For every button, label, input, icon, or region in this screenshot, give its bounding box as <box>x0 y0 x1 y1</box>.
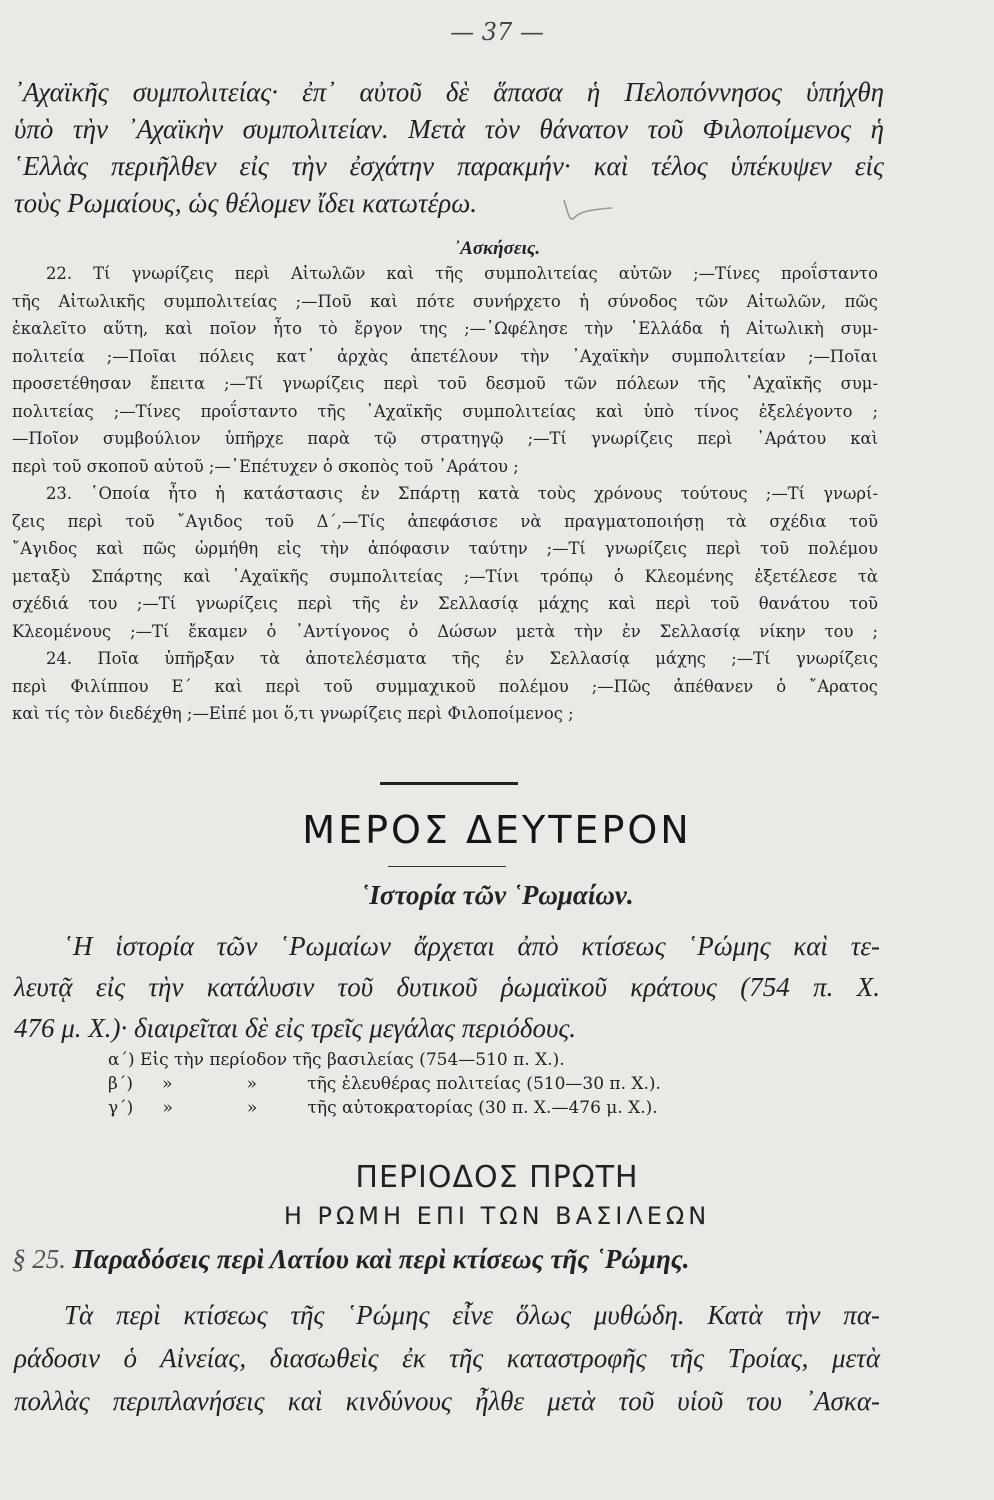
text-line: περὶ τοῦ σκοποῦ αὐτοῦ ;—᾿Επέτυχεν ὁ σκοπὸς τοῦ ᾿Αράτου ; <box>12 456 519 476</box>
ditto-mark: » <box>246 1098 258 1118</box>
intro-paragraph <box>14 74 884 222</box>
text-line: σχέδιά του ;—Τί γνωρίζεις περὶ τῆς ἐν Σελλασίᾳ μάχης καὶ περὶ τοῦ θανάτου τοῦ <box>12 594 878 613</box>
list-text: τῆς αὐτοκρατορίας (30 π. Χ.—476 μ. Χ.). <box>307 1098 658 1118</box>
section-title: Παραδόσεις περὶ Λατίου καὶ περὶ κτίσεως τῆς ῾Ρώμης. <box>72 1244 690 1274</box>
text-line: ῎Αγιδος καὶ πῶς ὡρμήθη εἰς τὴν ἀπόφασιν ταύτην ;—Τί γνωρίζεις περὶ τοῦ πολέμου <box>12 539 878 558</box>
list-text: τῆς ἐλευθέρας πολιτείας (510—30 π. Χ.). <box>307 1074 661 1094</box>
text-line: ᾿Αχαϊκῆς συμπολιτείας· ἐπ᾿ αὐτοῦ δὲ ἅπασα ἡ Πελοπόννησος ὑπήχθη <box>14 77 884 107</box>
text-line: 22. Τί γνωρίζεις περὶ Αἰτωλῶν καὶ τῆς συμπολιτείας αὐτῶν ;—Τίνες προΐσταντο <box>46 264 878 283</box>
divider <box>388 866 506 867</box>
text-line: πολιτείας ;—Τίνες προΐσταντο τῆς ᾿Αχαϊκῆς συμπολιτείας καὶ ὑπὸ τίνος ἐξελέγοντο ; <box>12 401 878 421</box>
part-intro-paragraph <box>14 926 880 1049</box>
text-line: περὶ Φιλίππου Ε΄ καὶ περὶ τοῦ συμμαχικοῦ πολέμου ;—Πῶς ἀπέθανεν ὁ ῎Αρατος <box>12 676 878 696</box>
text-line: 23. ῾Οποία ἦτο ἡ κατάστασις ἐν Σπάρτῃ κατὰ τοὺς χρόνους τούτους ;—Τί γνωρί- <box>46 484 878 503</box>
text-line: πολλὰς περιπλανήσεις καὶ κινδύνους ἦλθε μετὰ τοῦ υἱοῦ του ᾿Ασκα- <box>14 1386 880 1416</box>
section-heading <box>12 1244 892 1275</box>
text-line: ἐκαλεῖτο αὕτη, καὶ ποῖον ἦτο τὸ ἔργον της ;—᾿Ωφέλησε τὴν ῾Ελλάδα ἡ Αἰτωλικὴ συμ- <box>12 319 878 338</box>
text-line: 476 μ. Χ.)· διαιρεῖται δὲ εἰς τρεῖς μεγάλας περιόδους. <box>14 1013 577 1043</box>
part-title: ΜΕΡΟΣ ΔΕΥΤΕΡΟΝ <box>302 808 692 852</box>
text-line: τῆς Αἰτωλικῆς συμπολιτείας ;—Ποῦ καὶ πότε συνήρχετο ἡ σύνοδος τῶν Αἰτωλῶν, πῶς <box>12 291 878 311</box>
list-marker: β΄) <box>108 1074 133 1094</box>
list-item <box>108 1098 658 1118</box>
list-marker: γ΄) <box>108 1098 134 1118</box>
section-paragraph <box>14 1294 880 1423</box>
list-text: Εἰς τὴν περίοδον τῆς βασιλείας (754—510 π. Χ.). <box>140 1050 565 1070</box>
text-line: Κλεομένους ;—Τί ἔκαμεν ὁ ᾿Αντίγονος ὁ Δώσων μετὰ τὴν ἐν Σελλασίᾳ νίκην του ; <box>12 621 878 641</box>
list-item <box>108 1050 565 1070</box>
text-line: μεταξὺ Σπάρτης καὶ ᾿Αχαϊκῆς συμπολιτείας ;—Τίνι τρόπῳ ὁ Κλεομένης ἐξετέλεσε τὰ <box>12 566 878 586</box>
ditto-mark: » <box>162 1074 173 1094</box>
list-marker: α΄) <box>108 1050 135 1070</box>
text-line: ὑπὸ τὴν ᾿Αχαϊκὴν συμπολιτείαν. Μετὰ τὸν θάνατον τοῦ Φιλοποίμενος ἡ <box>14 114 884 144</box>
list-item <box>108 1074 661 1094</box>
ditto-mark: » <box>162 1098 173 1118</box>
period-title: ΠΕΡΙΟΔΟΣ ΠΡΩΤΗ <box>355 1160 639 1195</box>
part-subtitle: ῾Ιστορία τῶν ῾Ρωμαίων. <box>360 880 634 910</box>
text-line: καὶ τίς τὸν διεδέχθη ;—Εἰπέ μοι ὅ,τι γνωρίζεις περὶ Φιλοποίμενος ; <box>12 704 574 723</box>
text-line: —Ποῖον συμβούλιον ὑπῆρχε παρὰ τῷ στρατηγῷ ;—Τί γνωρίζεις περὶ ᾿Αράτου καὶ <box>12 429 878 448</box>
text-line: ράδοσιν ὁ Αἰνείας, διασωθεὶς ἐκ τῆς καταστροφῆς τῆς Τροίας, μετὰ <box>14 1343 880 1373</box>
exercises-block <box>12 260 878 728</box>
text-line: τοὺς Ρωμαίους, ὡς θέλομεν ἴδει κατωτέρω. <box>14 188 478 218</box>
pencil-mark-icon <box>560 196 620 226</box>
text-line: ζεις περὶ τοῦ ῎Αγιδος τοῦ Δ΄,—Τίς ἀπεφάσισε νὰ πραγματοποιήσῃ τὰ σχέδια τοῦ <box>12 511 878 531</box>
text-line: 24. Ποῖα ὑπῆρξαν τὰ ἀποτελέσματα τῆς ἐν Σελλασίᾳ μάχης ;—Τί γνωρίζεις <box>46 649 878 668</box>
text-line: ῾Ελλὰς περιῆλθεν εἰς τὴν ἐσχάτην παρακμήν· καὶ τέλος ὑπέκυψεν εἰς <box>14 151 884 181</box>
ornament-rule <box>380 782 518 785</box>
text-line: λευτᾷ εἰς τὴν κατάλυσιν τοῦ δυτικοῦ ῥωμαϊκοῦ κράτους (754 π. Χ. <box>14 972 880 1002</box>
text-line: ῾Η ἱστορία τῶν ῾Ρωμαίων ἄρχεται ἀπὸ κτίσεως ῾Ρώμης καὶ τε- <box>64 931 880 961</box>
page-number: — 37 — <box>450 18 544 46</box>
text-line: προσετέθησαν ἔπειτα ;—Τί γνωρίζεις περὶ τοῦ δεσμοῦ τῶν πόλεων τῆς ᾿Αχαϊκῆς συμ- <box>12 374 878 393</box>
exercises-heading: ᾿Ασκήσεις. <box>453 238 541 259</box>
text-line: πολιτεία ;—Ποῖαι πόλεις κατ᾿ ἀρχὰς ἀπετέλουν τὴν ᾿Αχαϊκὴν συμπολιτείαν ;—Ποῖαι <box>12 346 878 366</box>
section-number: § 25. <box>12 1244 66 1274</box>
ditto-mark: » <box>246 1074 257 1094</box>
period-subtitle: Η ΡΩΜΗ ΕΠΙ ΤΩΝ ΒΑΣΙΛΕΩΝ <box>283 1202 711 1230</box>
text-line: Τὰ περὶ κτίσεως τῆς ῾Ρώμης εἶνε ὅλως μυθώδη. Κατὰ τὴν πα- <box>64 1300 880 1330</box>
